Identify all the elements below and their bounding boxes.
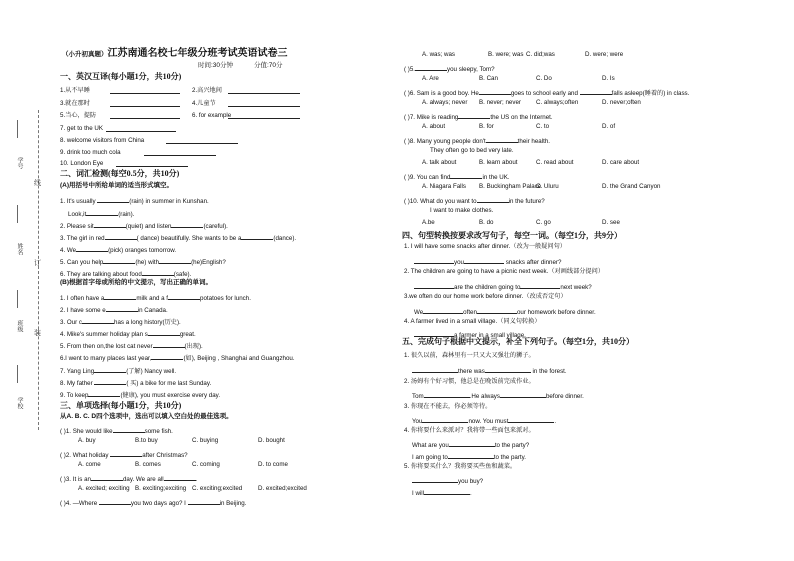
answer-blank[interactable] (424, 391, 470, 398)
mcq-option[interactable]: A. Niagara Falls (422, 183, 467, 190)
fill-word-item (60, 245, 176, 254)
mcq-question-text: ( )4. —Where (60, 500, 99, 507)
mcq-question (60, 426, 173, 435)
fill-word-item (60, 196, 209, 205)
answer-blank[interactable] (148, 329, 180, 336)
translate-blank[interactable] (228, 93, 300, 94)
mcq-question (404, 88, 689, 97)
rewrite-item-text: 3.we often do our home work before dinner.（改成否定句） (404, 293, 567, 300)
title-text: 江苏南通名校七年级分班考试英语试卷三 (107, 48, 288, 59)
translate-blank[interactable] (106, 131, 176, 132)
binding-label-class: 班级 (16, 320, 22, 332)
answer-blank[interactable] (486, 136, 518, 143)
answer-blank[interactable] (520, 282, 560, 289)
complete-answer-line (412, 440, 529, 449)
translate-blank[interactable] (228, 118, 300, 119)
complete-prompt-text: 1. 很久以前，森林里有一只又大又强壮的狮子。 (404, 352, 535, 359)
mcq-option[interactable]: D. bought (258, 437, 285, 444)
mcq-option[interactable]: D. see (602, 219, 620, 226)
mcq-option[interactable]: B. learn about (479, 159, 518, 166)
answer-blank[interactable] (168, 293, 200, 300)
spell-word-item-text: 9. To keep (60, 392, 89, 399)
rewrite-item-text: 4. A farmer lived in a small village.（同义句转换） (404, 318, 541, 325)
answer-blank[interactable] (412, 366, 458, 373)
translate-item-left-text: 8. welcome visitors from China (60, 137, 145, 144)
answer-blank[interactable] (151, 353, 183, 360)
mcq-option[interactable]: C. go (536, 219, 551, 226)
rewrite-item-text: are the children going to (454, 284, 521, 291)
answer-blank[interactable] (94, 378, 126, 385)
answer-blank[interactable] (142, 269, 174, 276)
answer-blank[interactable] (86, 209, 118, 216)
rewrite-item (414, 307, 596, 316)
mcq-option[interactable]: A. buy (78, 437, 96, 444)
answer-blank[interactable] (159, 257, 191, 264)
binding-mark-bind: 订 (34, 260, 41, 267)
complete-answer-line (412, 476, 483, 485)
mcq-option[interactable]: D. were; were (585, 51, 624, 58)
rewrite-item (404, 319, 541, 325)
spell-word-item-text: (了解) Nancy well. (126, 368, 177, 375)
complete-answer-line (412, 391, 584, 400)
answer-blank[interactable] (424, 488, 470, 495)
answer-blank[interactable] (450, 172, 482, 179)
mcq-option[interactable]: D. Is (602, 75, 615, 82)
section-2a-instruction: (A)用括号中所给单词的适当形式填空。 (60, 182, 174, 189)
cut-line (38, 110, 39, 430)
answer-blank[interactable] (449, 440, 495, 447)
translate-item-left (60, 101, 90, 107)
answer-blank[interactable] (477, 196, 509, 203)
answer-blank[interactable] (422, 416, 468, 423)
mcq-question-text: ( )7. Mike is reading (404, 114, 459, 121)
mcq-option[interactable]: B.to buy (135, 437, 158, 444)
binding-mark-line: 线 (34, 180, 41, 187)
rewrite-item (404, 269, 604, 275)
mcq-question-text: ( )2. What holiday (60, 452, 111, 459)
spell-word-item (60, 317, 181, 326)
mcq-option[interactable]: C. always;often (536, 99, 579, 106)
spell-word-item (60, 390, 220, 399)
complete-answer-line-text: Tom (412, 393, 424, 400)
spell-word-item (60, 305, 168, 314)
spell-word-item-text: (如), Beijing , Shanghai and Guangzhou. (183, 355, 295, 362)
spell-word-item-text: 3. Our c (60, 319, 83, 326)
mcq-question-text: goes to school early and (510, 90, 580, 97)
answer-blank[interactable] (508, 416, 557, 425)
translate-item-right (192, 113, 231, 119)
complete-prompt-text: 5. 你将要买什么？我将要买些鱼和蔬菜。 (404, 463, 517, 470)
mcq-option[interactable]: B. for (479, 123, 494, 130)
complete-prompt (404, 404, 491, 410)
mcq-option[interactable]: A. was; was (422, 51, 456, 58)
mcq-question (404, 64, 495, 73)
spell-word-item-text: 2. I have some e (60, 307, 106, 314)
mcq-question-text: ( )8. Many young people don't (404, 138, 486, 145)
answer-blank[interactable] (414, 257, 454, 264)
fill-word-item (60, 233, 296, 242)
answer-blank[interactable] (414, 330, 454, 337)
fill-word-item-text: 5. Can you help (60, 259, 104, 266)
mcq-question-text: some fish. (144, 428, 173, 435)
mcq-option[interactable]: B. Buckingham Palace (479, 183, 542, 190)
fill-word-item-text: (he)English? (191, 259, 226, 266)
fill-word-item-text: (safe). (173, 271, 192, 278)
translate-item-left-text: 5.当心，提防 (60, 112, 97, 119)
spell-word-item (60, 329, 196, 338)
answer-blank[interactable] (88, 390, 120, 397)
blank-school[interactable] (17, 365, 18, 383)
mcq-sub-line-text: They often go to bed very late. (430, 147, 514, 154)
fill-word-item-text: (quiet) and listen (125, 223, 172, 230)
translate-blank[interactable] (228, 106, 300, 107)
mcq-sub-line (430, 148, 514, 154)
complete-answer-line (412, 452, 526, 461)
answer-blank[interactable] (464, 257, 504, 264)
mcq-option[interactable]: D. never;often (602, 99, 641, 106)
mcq-question (404, 136, 550, 145)
rewrite-item-text: you (454, 259, 464, 266)
rewrite-item-text: 1. I will have some snacks after dinner.（改为一般疑问句） (404, 243, 566, 250)
translate-blank[interactable] (110, 93, 180, 94)
rewrite-item-text: We (414, 309, 424, 316)
mcq-option[interactable]: C. to (536, 123, 550, 130)
rewrite-item (414, 257, 561, 266)
translate-item-left (60, 138, 144, 144)
complete-prompt (404, 379, 535, 385)
blank-student-no[interactable] (17, 120, 18, 138)
complete-prompt-text: 3. 你现在不能去，你必须等待。 (404, 403, 492, 410)
mcq-option[interactable]: A. always; never (422, 99, 468, 106)
spell-word-item-text: has a long history(历史). (114, 319, 181, 326)
translate-item-left (60, 161, 103, 167)
mcq-option[interactable]: C. Do (536, 75, 552, 82)
complete-prompt-text: 2. 汤姆有个好习惯，他总是在晚饭前完成作业。 (404, 378, 535, 385)
complete-answer-line-text: You (412, 418, 423, 425)
rewrite-item-text: often (463, 309, 477, 316)
complete-answer-line-text: there was (458, 368, 485, 375)
rewrite-item-text: snacks after dinner? (503, 259, 562, 266)
translate-item-right (192, 88, 222, 94)
binding-label-school: 学校 (16, 397, 22, 409)
mcq-question-text: the US on the Internet. (490, 114, 553, 121)
fill-word-item-text: (he) with (135, 259, 160, 266)
fill-word-item (60, 257, 226, 266)
spell-word-item-text: 8. My father (60, 380, 95, 387)
mcq-option[interactable]: B. were; was (488, 51, 524, 58)
complete-answer-line (412, 366, 567, 375)
complete-answer-line (412, 416, 556, 425)
complete-answer-line-text: .He always (469, 393, 500, 400)
answer-blank[interactable] (414, 282, 454, 289)
binding-label-student-no: 学号 (16, 157, 22, 169)
answer-blank[interactable] (164, 474, 196, 481)
mcq-question-text: ( )9. You can find (404, 174, 451, 181)
answer-blank[interactable] (479, 88, 511, 95)
fill-word-item (60, 269, 191, 278)
answer-blank[interactable] (94, 221, 126, 228)
spell-word-item (60, 378, 211, 387)
mcq-question (60, 498, 246, 507)
spell-word-item-text: great. (179, 331, 196, 338)
section-3-instruction: 从A. B. C. D四个选项中，选出可以填入空白处的最佳选项。 (60, 413, 233, 420)
spell-word-item-text: 1. I often have a (60, 295, 105, 302)
mcq-option[interactable]: A. Are (422, 75, 439, 82)
section-4-heading: 四、句型转换按要求改写句子，每空一词。（每空1分，共9分） (402, 231, 622, 240)
mcq-question (60, 450, 188, 459)
mcq-question (404, 172, 510, 181)
mcq-option[interactable]: A. talk about (422, 159, 457, 166)
fill-word-item-text: (rain) in summer in Kunshan. (129, 198, 209, 205)
mcq-option[interactable]: D. excited;excited (258, 485, 307, 492)
binding-label-name: 姓名 (16, 243, 22, 255)
complete-answer-line-text: . (554, 418, 557, 425)
answer-blank[interactable] (500, 391, 546, 398)
translate-item-left-text: 1.从不早睡 (60, 87, 90, 94)
translate-item-left (60, 150, 121, 156)
translate-item-right (192, 101, 216, 107)
answer-blank[interactable] (458, 112, 490, 119)
mcq-question-text: in the future? (508, 198, 545, 205)
mcq-question-text: . (195, 476, 198, 483)
complete-answer-line-text: I am going to (412, 454, 448, 461)
spell-word-item (60, 366, 176, 375)
spell-word-item-text: 6.I went to many places last year, (60, 355, 152, 362)
complete-answer-line-text: you buy? (458, 478, 484, 485)
fill-word-item (68, 209, 134, 218)
answer-blank[interactable] (106, 305, 138, 312)
spell-word-item-text: (出现). (184, 343, 203, 350)
fill-word-item-text: 3. The girl in red (60, 235, 105, 242)
answer-blank[interactable] (580, 88, 612, 95)
exam-score: 分值:70分 (254, 62, 283, 69)
complete-answer-line-text: What are you (412, 442, 449, 449)
mcq-question (404, 196, 545, 205)
mcq-option[interactable]: C. did;was (526, 51, 555, 58)
rewrite-item-text: a farmer in a small village. (454, 332, 526, 339)
complete-answer-line (412, 488, 472, 497)
rewrite-item (404, 244, 566, 250)
mcq-question-text: in Beijing. (219, 500, 247, 507)
spell-word-item (60, 353, 295, 362)
answer-blank[interactable] (99, 498, 131, 505)
translate-blank[interactable] (166, 143, 238, 144)
fill-word-item-text: 1. It's usually (60, 198, 98, 205)
answer-blank[interactable] (103, 257, 135, 264)
fill-word-item-text: Look,it (68, 211, 87, 218)
spell-word-item-text: in Canada. (137, 307, 168, 314)
mcq-option[interactable]: A. excited; exciting (78, 485, 130, 492)
mcq-question-text: ( )6. Sam is a good boy. He (404, 90, 479, 97)
rewrite-item-text: our homework before dinner. (516, 309, 596, 316)
rewrite-item (404, 294, 567, 300)
answer-blank[interactable] (76, 245, 108, 252)
mcq-option[interactable]: B. never; never (479, 99, 521, 106)
binding-margin (0, 0, 55, 561)
mcq-option[interactable]: B. do (479, 219, 494, 226)
mcq-option[interactable]: D. to come (258, 461, 288, 468)
fill-word-item-text: (careful). (203, 223, 228, 230)
translate-item-left (60, 113, 96, 119)
answer-blank[interactable] (477, 307, 517, 314)
mcq-option[interactable]: B. comes (135, 461, 161, 468)
spell-word-item-text: potatoes for lunch. (200, 295, 251, 302)
mcq-option[interactable]: B. exciting;exciting (135, 485, 187, 492)
complete-prompt-text: 4. 你将要什么来派对？我将带一些面包来派对。 (404, 427, 535, 434)
mcq-question-text: you sleepy, Tom? (447, 66, 495, 73)
spell-word-item (60, 293, 251, 302)
answer-blank[interactable] (94, 366, 126, 373)
mcq-option[interactable]: A. come (78, 461, 101, 468)
answer-blank[interactable] (153, 341, 185, 348)
answer-blank[interactable] (105, 233, 137, 240)
mcq-option[interactable]: B. Can (479, 75, 498, 82)
mcq-question-text: you two days ago? I (130, 500, 188, 507)
mcq-question-text: ( )3. It is an (60, 476, 91, 483)
translate-item-left (60, 88, 90, 94)
translate-item-left (60, 126, 103, 132)
answer-blank[interactable] (97, 196, 129, 203)
spell-word-item-text: ( 买) a bike for me last Sunday. (126, 380, 212, 387)
complete-prompt (404, 464, 516, 470)
rewrite-item (414, 282, 592, 291)
spell-word-item-text: 5. From then on,the lost cat never (60, 343, 153, 350)
mcq-option[interactable]: C. exciting;excited (192, 485, 243, 492)
translate-item-left-text: 10. London Eye (60, 160, 104, 167)
mcq-option[interactable]: D. care about (602, 159, 640, 166)
answer-blank[interactable] (412, 476, 458, 483)
mcq-option[interactable]: C. Uluru (536, 183, 559, 190)
complete-answer-line-text: in the forest. (530, 368, 567, 375)
mcq-sub-line (430, 208, 493, 214)
mcq-question-text: ( )1. She would like (60, 428, 113, 435)
fill-word-item-text: ( dance) beautifully. She wants to be a (136, 235, 242, 242)
translate-item-left-text: 7. get to the UK (60, 125, 103, 132)
mcq-question-text: in the UK. (482, 174, 510, 181)
complete-answer-line-text: now. You must (468, 418, 509, 425)
rewrite-item-text: 2. The children are going to have a picnic next week.（对画线部分提问） (404, 268, 605, 275)
fill-word-item-text: (dance). (273, 235, 297, 242)
translate-item-left-text: 3.就在那时 (60, 100, 90, 107)
mcq-option[interactable]: A.be (422, 219, 435, 226)
translate-item-right-text: 4.儿童节 (192, 100, 216, 107)
rewrite-item-text: next week? (560, 284, 592, 291)
translate-item-right-text: 6. for example (192, 112, 232, 119)
translate-blank[interactable] (144, 155, 216, 156)
mcq-question-text: ( )5. (404, 66, 416, 73)
binding-mark-pack: 装 (34, 330, 41, 337)
answer-blank[interactable] (91, 474, 123, 481)
spell-word-item-text: 4. Mike's summer holiday plan s (60, 331, 148, 338)
spell-word-item (60, 341, 203, 350)
spell-word-item-text: (健康), you must exercise every day. (120, 392, 221, 399)
complete-answer-line-text: to the party? (494, 442, 530, 449)
mcq-sub-line-text: I want to make clothes. (430, 207, 494, 214)
section-2-heading: 二、词汇检测(每空0.5分，共10分) (60, 169, 180, 178)
mcq-option[interactable]: A. about (422, 123, 446, 130)
answer-blank[interactable] (415, 64, 447, 71)
mcq-question-text: after Christmas? (142, 452, 188, 459)
complete-answer-line-text: . (470, 490, 472, 497)
answer-blank[interactable] (171, 221, 203, 228)
title-tag: （小升初真题） (62, 51, 108, 58)
complete-answer-line-text: I will (412, 490, 425, 497)
complete-prompt (404, 428, 535, 434)
section-2b-instruction: (B)根据首字母或所给的中文提示，写出正确的单词。 (60, 279, 213, 286)
translate-blank[interactable] (116, 166, 188, 167)
answer-blank[interactable] (423, 307, 463, 314)
mcq-question-text: falls asleep(睡着的) in class. (611, 90, 690, 97)
answer-blank[interactable] (82, 317, 114, 324)
mcq-option[interactable]: D. of (602, 123, 616, 130)
mcq-option[interactable]: C. buying (192, 437, 219, 444)
complete-answer-line-text: before dinner. (545, 393, 584, 400)
translate-blank[interactable] (110, 106, 180, 107)
exam-time: 时间:30分钟 (198, 62, 234, 69)
spell-word-item-text: 7. Yang Ling (60, 368, 95, 375)
answer-blank[interactable] (241, 233, 273, 240)
mcq-question-text: day. We are all (122, 476, 164, 483)
blank-class[interactable] (17, 290, 18, 308)
answer-blank[interactable] (485, 366, 531, 373)
mcq-option[interactable]: D. the Grand Canyon (602, 183, 661, 190)
section-5-heading: 五、完成句子根据中文提示，补全下列句子。（每空1分，共10分） (402, 337, 634, 346)
answer-blank[interactable] (188, 498, 220, 505)
mcq-question-text: their health. (517, 138, 551, 145)
translate-blank[interactable] (110, 118, 180, 119)
fill-word-item-text: (rain). (118, 211, 135, 218)
answer-blank[interactable] (113, 426, 145, 433)
answer-blank[interactable] (448, 452, 494, 459)
fill-word-item-text: 6. They are talking about food (60, 271, 142, 278)
fill-word-item-text: (pick) oranges tomorrow. (108, 247, 177, 254)
mcq-question (404, 112, 553, 121)
complete-answer-line-text: to the party. (493, 454, 526, 461)
complete-prompt (404, 353, 535, 359)
fill-word-item-text: 4. We (60, 247, 77, 254)
section-3-heading: 三、单项选择(每小题1分，共10分) (60, 401, 182, 410)
mcq-question-text: ( )10. What do you want to (404, 198, 477, 205)
translate-item-right-text: 2.高兴地间 (192, 87, 222, 94)
mcq-question (60, 474, 197, 483)
section-1-heading: 一、英汉互译(每小题1分，共10分) (60, 72, 182, 81)
fill-word-item (60, 221, 228, 230)
answer-blank[interactable] (110, 450, 142, 457)
answer-blank[interactable] (104, 293, 136, 300)
mcq-option[interactable]: C. read about (536, 159, 574, 166)
spell-word-item-text: milk and a f (136, 295, 169, 302)
mcq-option[interactable]: C. coming (192, 461, 220, 468)
exam-title (62, 49, 288, 59)
fill-word-item-text: 2. Please sit (60, 223, 94, 230)
blank-name[interactable] (17, 205, 18, 223)
translate-item-left-text: 9. drink too much cola (60, 149, 121, 156)
